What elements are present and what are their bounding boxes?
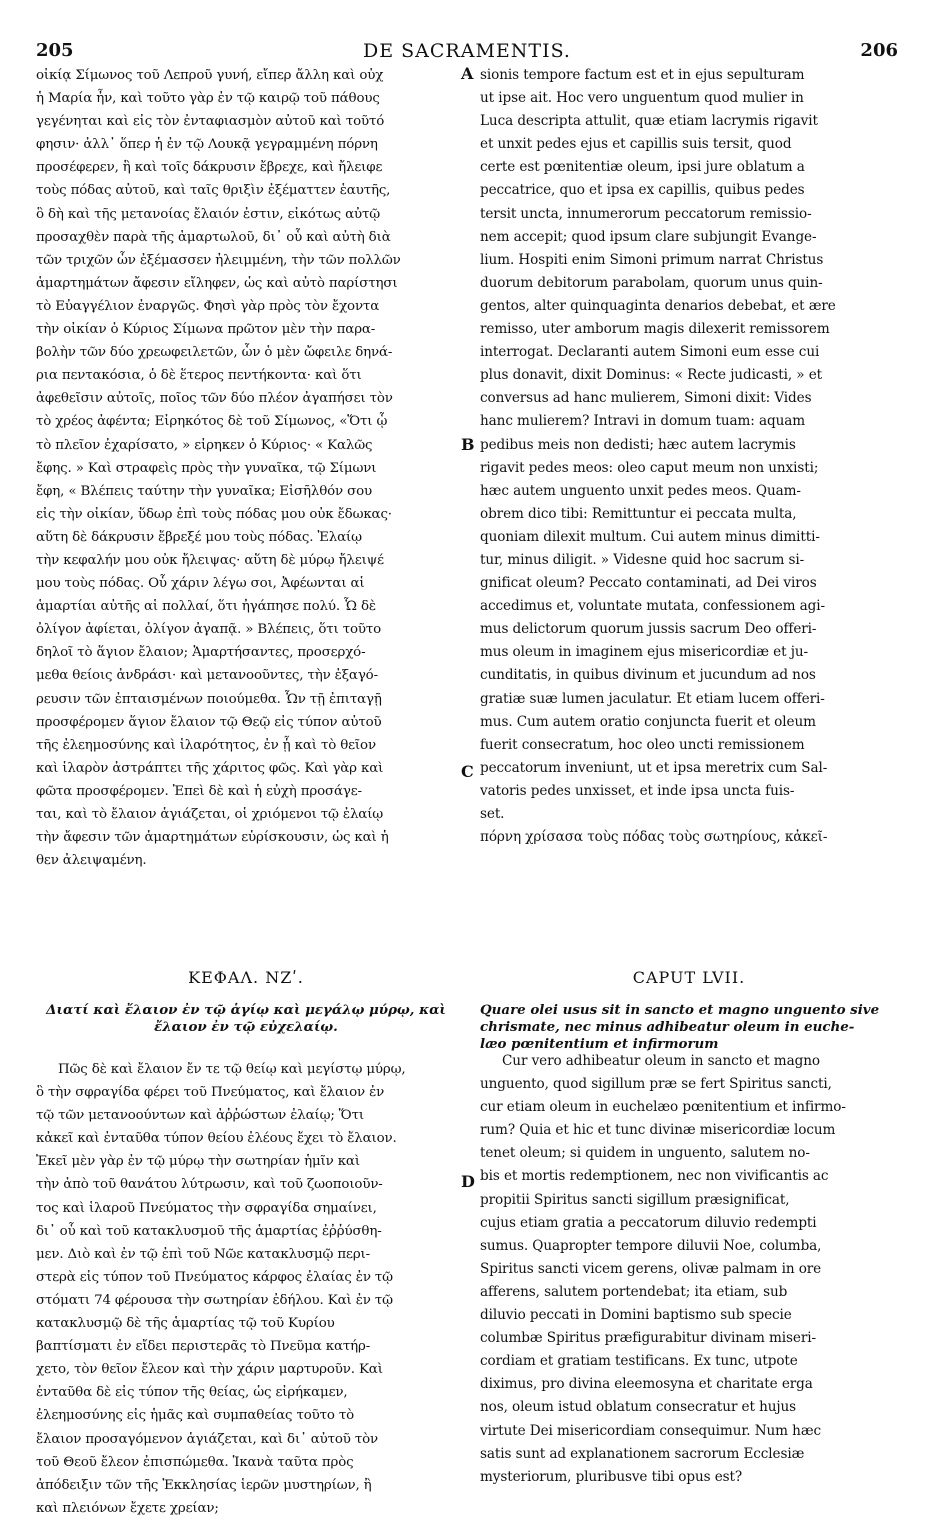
text-line: ἁμαρτημάτων ἄφεσιν εἴληφεν, ὡς καὶ αὐτὸ παρίστησι [36, 275, 398, 291]
text-line: τὴν ἀπὸ τοῦ θανάτου λύτρωσιν, καὶ τοῦ ζωοποιοῦν- [36, 1177, 383, 1193]
text-line: ἔλαιον ἐν τῷ εὐχελαίῳ. [154, 1019, 338, 1035]
text-line: Spiritus sancti vicem gerens, olivæ palmam in ore [480, 1260, 822, 1277]
text-line: gnificat oleum? Peccato contaminati, ad Dei viros [480, 575, 817, 592]
chapter-summary-greek [36, 1002, 456, 1036]
text-line: mus delictorum quorum jussis sacrum Deo offeri- [480, 621, 817, 638]
text-line: bis et mortis redemptionem, nec non vivificantis ac [480, 1168, 829, 1185]
text-line: tersit uncta, innumerorum peccatorum remissio- [480, 205, 812, 222]
text-line: ὀλίγον ἀφίεται, ὀλίγον ἀγαπᾷ. » Βλέπεις, ὅτι τοῦτο [36, 622, 382, 638]
text-line: gratiæ suæ lumen jaculatur. Et etiam lucem offeri- [480, 690, 825, 707]
text-line: ἀφεθεῖσιν αὐτοῖς, ποῖος τῶν δύο πλέον ἀγαπήσει τὸν [36, 391, 393, 407]
text-line: interrogat. Declaranti autem Simoni eum esse cui [480, 344, 820, 361]
text-line: lium. Hospiti enim Simoni primum narrat Christus [480, 251, 824, 268]
text-line: ὃ δὴ καὶ τῆς μετανοίας ἔλαιόν ἐστιν, εἰκότως αὐτῷ [36, 206, 381, 222]
text-line: τὴν οἰκίαν ὁ Κύριος Σίμωνα πρῶτον μὲν τὴν παρα- [36, 322, 376, 338]
text-line: τοὺς πόδας αὐτοῦ, καὶ ταῖς θριξὶν ἐξέματτεν ἑαυτῆς, [36, 183, 391, 199]
text-line: set. [480, 806, 505, 822]
text-line: ρευσιν τῶν ἐπταισμένων ποιούμεθα. Ὧν τῇ ἐπιταγῇ [36, 691, 382, 707]
text-line: cur etiam oleum in euchelæo pœnitentium et infirmo- [480, 1099, 846, 1116]
text-line: πόρνη χρίσασα τοὺς πόδας τοὺς σωτηρίους, κἀκεῖ- [480, 829, 828, 846]
text-line: κατακλυσμῷ δὲ τῆς ἁμαρτίας τῷ τοῦ Κυρίου [36, 1316, 335, 1332]
text-line: unguento, quod sigillum præ se fert Spiritus sancti, [480, 1076, 832, 1093]
text-line: προσαχθὲν παρὰ τῆς ἁμαρτωλοῦ, δι᾽ οὗ καὶ αὐτὴ διὰ [36, 229, 391, 245]
text-line: rum? Quia et hic et tunc divinæ misericordiæ locum [480, 1122, 836, 1139]
text-line: duorum debitorum parabolam, quorum unus quin- [480, 274, 823, 291]
text-line: virtute Dei misericordiam consequimur. Num hæc [480, 1422, 822, 1439]
section-marker: D [461, 1172, 475, 1191]
text-line: στερὰ εἰς τύπον τοῦ Πνεύματος κάρφος ἐλαίας ἐν τῷ [36, 1269, 393, 1285]
text-line: fuerit consecratum, hoc oleo uncti remissionem [480, 736, 805, 753]
text-line: βολὴν τῶν δύο χρεωφειλετῶν, ὧν ὁ μὲν ὤφειλε δηνά- [36, 345, 393, 361]
text-line: cordiam et gratiam testificans. Ex tunc, utpote [480, 1353, 798, 1370]
text-line: ut ipse ait. Hoc vero unguentum quod mulier in [480, 90, 804, 107]
text-line: remisso, uter amborum magis dilexerit remissorem [480, 321, 830, 338]
text-line: accedimus et, voluntate mutata, confessionem agi- [480, 598, 826, 615]
text-line: ἀπόδειξιν τῶν τῆς Ἐκκλησίας ἱερῶν μυστηρίων, ἢ [36, 1477, 372, 1493]
text-line: τὴν ἄφεσιν τῶν ἁμαρτημάτων εὑρίσκουσιν, ὡς καὶ ἡ [36, 830, 389, 846]
text-line: γεγένηται καὶ εἰς τὸν ἐνταφιασμὸν αὐτοῦ καὶ τοῦτό [36, 114, 385, 130]
section-marker: C [461, 762, 474, 781]
greek-column-text [36, 64, 456, 872]
text-line: hæc autem unguento unxit pedes meos. Quam- [480, 482, 801, 499]
text-line: mus. Cum autem oratio conjuncta fuerit et oleum [480, 713, 816, 730]
text-line: προσφέρομεν ἅγιον ἔλαιον τῷ Θεῷ εἰς τύπον αὐτοῦ [36, 714, 382, 730]
text-line: προσέφερεν, ἣ καὶ τοῖς δάκρυσιν ἔβρεχε, καὶ ἤλειφε [36, 160, 383, 176]
text-line: Luca descripta attulit, quæ etiam lacrymis rigavit [480, 113, 818, 130]
text-line: cunditatis, in quibus divinum et jucundum ad nos [480, 667, 816, 684]
text-line: chrismate, nec minus adhibeatur oleum in euche- [480, 1019, 855, 1035]
text-line: τῶν τριχῶν ὧν ἐξέμασσεν ἠλειμμένη, τὴν τῶν πολλῶν [36, 252, 401, 268]
page-number-left: 205 [36, 40, 74, 61]
text-line: afferens, salutem portendebat; ita etiam, sub [480, 1283, 788, 1300]
text-line: ἔφη, « Βλέπεις ταύτην τὴν γυναῖκα; Εἰσῆλθόν σου [36, 483, 373, 499]
text-line: φησιν· ἀλλ᾽ ὅπερ ἡ ἐν τῷ Λουκᾷ γεγραμμένη πόρνη [36, 137, 378, 153]
text-line: τὴν κεφαλήν μου οὐκ ἤλειψας· αὕτη δὲ μύρῳ ἤλειψέ [36, 552, 384, 568]
text-line: rigavit pedes meos: oleo caput meum non unxisti; [480, 459, 819, 476]
section-marker: A [461, 64, 474, 83]
text-line: τὸ Εὐαγγέλιον ἐναργῶς. Φησὶ γὰρ πρὸς τὸν ἔχοντα [36, 298, 380, 314]
text-line: satis sunt ad explanationem sacrorum Ecclesiæ [480, 1445, 805, 1462]
text-line: ἐνταῦθα δὲ εἰς τύπον τῆς θείας, ὡς εἰρήκαμεν, [36, 1385, 348, 1401]
text-line: δι᾽ οὗ καὶ τοῦ κατακλυσμοῦ τῆς ἁμαρτίας ἐῤῥύσθη- [36, 1223, 382, 1239]
text-line: αὕτη δὲ δάκρυσιν ἔβρεξέ μου τοὺς πόδας. Ἐλαίῳ [36, 529, 362, 545]
text-line: læo pœnitentium et infirmorum [480, 1036, 719, 1052]
text-line: diluvio peccati in Domini baptismo sub specie [480, 1307, 792, 1324]
text-line: ἡ Μαρία ἦν, καὶ τοῦτο γὰρ ἐν τῷ καιρῷ τοῦ πάθους [36, 91, 380, 107]
chapter-title-latin: CAPUT LVII. [632, 968, 746, 987]
text-line: Quare olei usus sit in sancto et magno unguento sive [480, 1002, 880, 1018]
text-line: nem accepit; quod ipsum clare subjungit Evange- [480, 228, 817, 245]
latin-column-text [480, 64, 898, 849]
section-marker: B [461, 435, 475, 454]
text-line: cujus etiam gratia a peccatorum diluvio redempti [480, 1214, 817, 1231]
text-line: gentos, alter quinquaginta denarios debebat, et ære [480, 297, 836, 314]
text-line: peccatorum inveniunt, ut et ipsa meretrix cum Sal- [480, 759, 828, 776]
text-line: peccatrice, quo et ipsa ex capillis, quibus pedes [480, 182, 805, 199]
text-line: nos, oleum istud oblatum consecratur et hujus [480, 1399, 797, 1416]
text-line: columbæ Spiritus præfigurabitur divinam miseri- [480, 1330, 816, 1347]
text-line: ἔλαιον προσαγόμενον ἁγιάζεται, καὶ δι᾽ αὐτοῦ τὸν [36, 1431, 379, 1447]
text-line: Πῶς δὲ καὶ ἔλαιον ἔν τε τῷ θείῳ καὶ μεγίστῳ μύρῳ, [58, 1062, 406, 1077]
text-line: μεθα θείοις ἀνδράσι· καὶ μετανοοῦντες, τὴν ἐξαγό- [36, 668, 378, 684]
text-line: Διατί καὶ ἔλαιον ἐν τῷ ἁγίῳ καὶ μεγάλῳ μύρῳ, καὶ [46, 1002, 446, 1018]
text-line: τὸ χρέος ἀφέντα; Εἰρηκότος δὲ τοῦ Σίμωνος, «Ὅτι ᾧ [36, 414, 388, 430]
text-line: et unxit pedes ejus et capillis suis tersit, quod [480, 136, 792, 153]
text-line: ἁμαρτίαι αὐτῆς αἱ πολλαί, ὅτι ἠγάπησε πολύ. Ὧ δὲ [36, 599, 376, 615]
page-number-right: 206 [860, 40, 898, 61]
chapter-body-greek [36, 1058, 456, 1520]
text-line: conversus ad hanc mulierem, Simoni dixit: Vides [480, 390, 812, 407]
text-line: vatoris pedes unxisset, et inde ipsa uncta fuis- [480, 782, 795, 799]
text-line: καὶ ἱλαρὸν ἀστράπτει τῆς χάριτος φῶς. Καὶ γὰρ καὶ [36, 760, 384, 776]
text-line: τοῦ Θεοῦ ἔλεον ἐπισπώμεθα. Ἱκανὰ ταῦτα πρὸς [36, 1454, 354, 1470]
text-line: hanc mulierem? Intravi in domum tuam: aquam [480, 413, 806, 430]
text-line: tenet oleum; si quidem in unguento, salutem no- [480, 1145, 810, 1162]
text-line: plus donavit, dixit Dominus: « Recte judicasti, » et [480, 367, 823, 384]
text-line: καὶ πλειόνων ἔχετε χρείαν; [36, 1500, 219, 1516]
text-line: στόματι 74 φέρουσα τὴν σωτηρίαν ἐδήλου. Καὶ ἐν τῷ [36, 1292, 393, 1308]
text-line: pedibus meis non dedisti; hæc autem lacrymis [480, 436, 796, 453]
text-line: μεν. Διὸ καὶ ἐν τῷ ἐπὶ τοῦ Νῶε κατακλυσμῷ περι- [36, 1246, 371, 1262]
text-line: δηλοῖ τὸ ἅγιον ἔλαιον; Ἁμαρτήσαντες, προσερχό- [36, 645, 366, 661]
text-line: diximus, pro divina eleemosyna et charitate erga [480, 1376, 813, 1393]
chapter-body-latin [480, 1050, 898, 1489]
text-line: εἰς τὴν οἰκίαν, ὕδωρ ἐπὶ τοὺς πόδας μου οὐκ ἔδωκας· [36, 506, 392, 522]
text-line: τῆς ἐλεημοσύνης καὶ ἱλαρότητος, ἐν ᾗ καὶ τὸ θεῖον [36, 737, 376, 753]
text-line: τὸ πλεῖον ἐχαρίσατο, » εἰρηκεν ὁ Κύριος· « Καλῶς [36, 437, 373, 453]
chapter-title-greek: ΚΕΦΑΛ. ΝΖʹ. [188, 968, 304, 987]
text-line: οἰκίᾳ Σίμωνος τοῦ Λεπροῦ γυνή, εἴπερ ἄλλη καὶ οὐχ [36, 68, 384, 83]
text-line: ἔφης. » Καὶ στραφεὶς πρὸς τὴν γυναῖκα, τῷ Σίμωνι [36, 460, 377, 476]
text-line: quoniam dilexit multum. Cui autem minus dimitti- [480, 528, 820, 545]
text-line: θεν ἀλειψαμένη. [36, 853, 147, 869]
running-title: DE SACRAMENTIS. [363, 40, 571, 62]
text-line: χετο, τὸν θεῖον ἔλεον καὶ τὴν χάριν μαρτυροῦν. Καὶ [36, 1362, 383, 1378]
text-line: sionis tempore factum est et in ejus sepulturam [480, 67, 805, 83]
text-line: Ἐκεῖ μὲν γὰρ ἐν τῷ μύρῳ τὴν σωτηρίαν ἡμῖν καὶ [36, 1154, 360, 1170]
text-line: βαπτίσματι ἐν εἴδει περιστερᾶς τὸ Πνεῦμα κατήρ- [36, 1339, 371, 1355]
text-line: Cur vero adhibeatur oleum in sancto et magno [502, 1053, 820, 1069]
text-line: certe est pœnitentiæ oleum, ipsi jure oblatum a [480, 159, 805, 176]
text-line: φῶτα προσφέρομεν. Ἐπεὶ δὲ καὶ ἡ εὐχὴ προσάγε- [36, 783, 362, 799]
text-line: tur, minus diligit. » Videsne quid hoc sacrum si- [480, 551, 805, 568]
text-line: ἐλεημοσύνης εἰς ἡμᾶς καὶ συμπαθείας τοῦτο τὸ [36, 1408, 355, 1424]
text-line: κἀκεῖ καὶ ἐνταῦθα τύπον θείου ἐλέους ἔχει τὸ ἔλαιον. [36, 1131, 397, 1147]
text-line: ται, καὶ τὸ ἔλαιον ἁγιάζεται, οἱ χριόμενοι τῷ ἐλαίῳ [36, 807, 384, 822]
text-line: sumus. Quapropter tempore diluvii Noe, columba, [480, 1237, 822, 1254]
text-line: μου τοὺς πόδας. Οὗ χάριν λέγω σοι, Ἀφέωνται αἱ [36, 576, 365, 592]
text-line: obrem dico tibi: Remittuntur ei peccata multa, [480, 505, 797, 522]
text-line: ὃ τὴν σφραγίδα φέρει τοῦ Πνεύματος, καὶ ἔλαιον ἐν [36, 1085, 385, 1101]
text-line: propitii Spiritus sancti sigillum præsignificat, [480, 1191, 790, 1208]
chapter-summary-latin [480, 1002, 898, 1053]
text-line: mus oleum in imaginem ejus misericordiæ et ju- [480, 644, 808, 661]
text-line: ρια πεντακόσια, ὁ δὲ ἕτερος πεντήκοντα· καὶ ὅτι [36, 368, 362, 384]
page-header [36, 40, 898, 66]
text-line: mysteriorum, pluribusve tibi opus est? [480, 1468, 743, 1485]
text-line: τῷ τῶν μετανοούντων καὶ ἀῤῥώστων ἐλαίῳ; Ὅτι [36, 1108, 364, 1124]
text-line: τος καὶ ἱλαροῦ Πνεύματος τὴν σφραγίδα σημαίνει, [36, 1200, 377, 1216]
